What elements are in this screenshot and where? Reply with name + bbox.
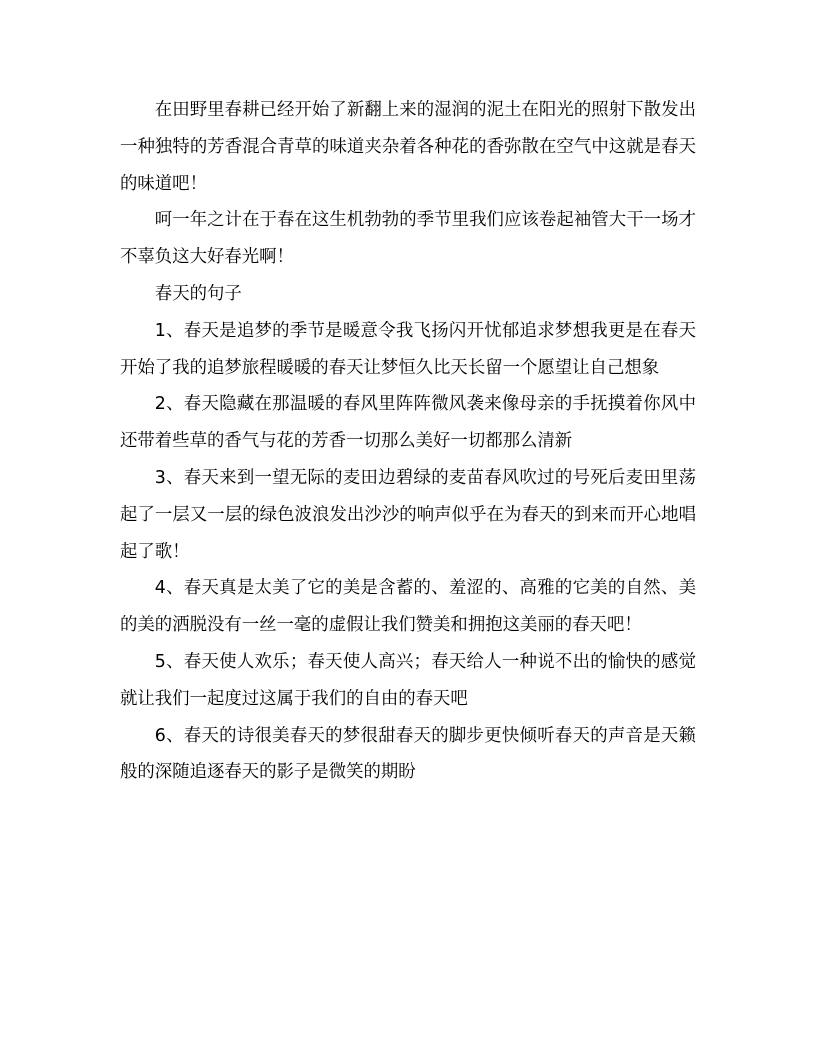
sentence-item-1: 1、春天是追梦的季节是暖意令我飞扬闪开忧郁追求梦想我更是在春天开始了我的追梦旅程暖暖的春天让梦恒久比天长留一个愿望让自己想象 bbox=[120, 320, 696, 378]
sentence-item-3: 3、春天来到一望无际的麦田边碧绿的麦苗春风吹过的号死后麦田里荡起了一层又一层的绿色波浪发出沙沙的响声似乎在为春天的到来而开心地唱起了歌！ bbox=[120, 467, 696, 562]
sentence-item-5: 5、春天使人欢乐；春天使人高兴；春天给人一种说不出的愉快的感觉就让我们一起度过这属于我们的自由的春天吧 bbox=[120, 651, 696, 709]
sentence-item-4: 4、春天真是太美了它的美是含蓄的、羞涩的、高雅的它美的自然、美的美的洒脱没有一丝一毫的虚假让我们赞美和拥抱这美丽的春天吧！ bbox=[120, 578, 696, 636]
document-body bbox=[120, 92, 696, 791]
paragraph-intro-spring: 呵一年之计在于春在这生机勃勃的季节里我们应该卷起袖管大干一场才不辜负这大好春光啊！ bbox=[120, 210, 696, 268]
paragraph-intro-field: 在田野里春耕已经开始了新翻上来的湿润的泥土在阳光的照射下散发出一种独特的芳香混合青草的味道夹杂着各种花的香弥散在空气中这就是春天的味道吧！ bbox=[120, 100, 696, 194]
sentence-item-6: 6、春天的诗很美春天的梦很甜春天的脚步更快倾听春天的声音是天籁般的深随追逐春天的影子是微笑的期盼 bbox=[120, 725, 696, 783]
section-heading: 春天的句子 bbox=[154, 283, 242, 304]
sentence-item-2: 2、春天隐藏在那温暖的春风里阵阵微风袭来像母亲的手抚摸着你风中还带着些草的香气与花的芳香一切那么美好一切都那么清新 bbox=[120, 394, 696, 452]
